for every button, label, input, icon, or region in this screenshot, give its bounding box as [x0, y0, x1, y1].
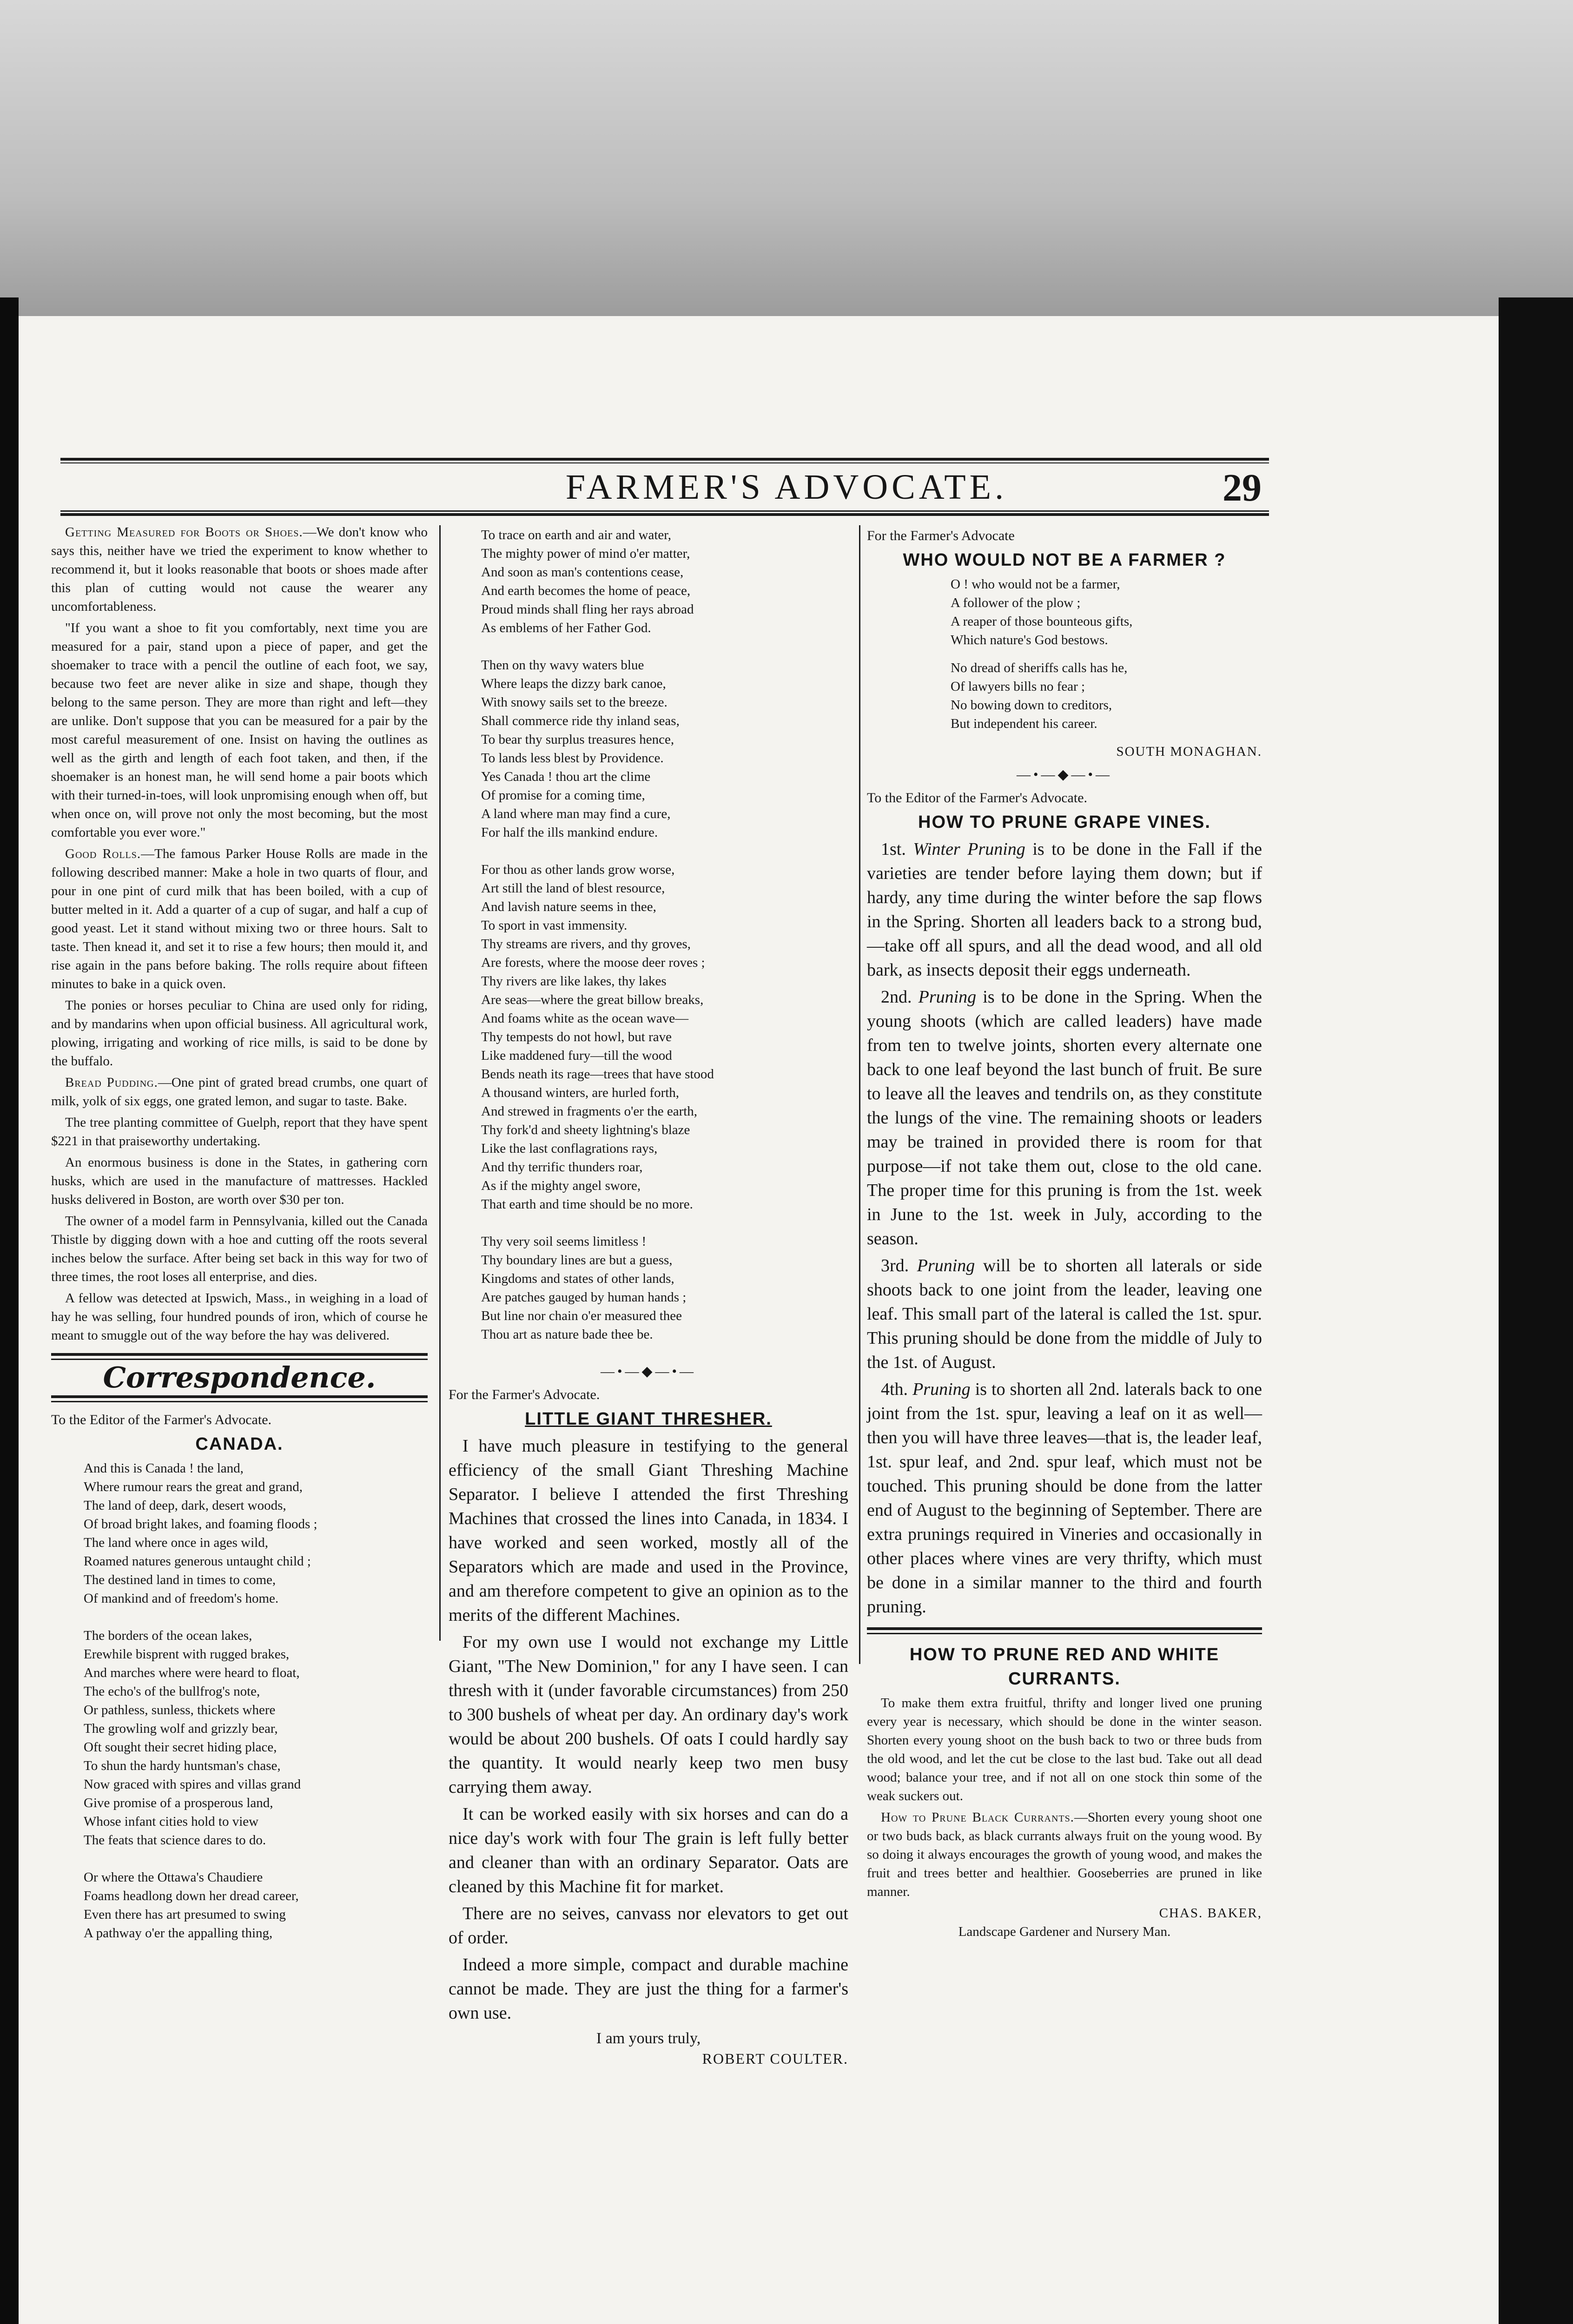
thresher-paragraph: Indeed a more simple, compact and durable machine cannot be made. They are just the thing for a farmer's own use.	[449, 1955, 848, 2023]
poem-line: Even there has art presumed to swing	[84, 1907, 286, 1922]
poem-line: No dread of sheriffs calls has he,	[951, 660, 1128, 675]
canada-stanza	[84, 1459, 428, 1608]
poem-line: The land where once in ages wild,	[84, 1535, 268, 1550]
step-text: is to be done in the Fall if the varieties are tender before laying them down; but if hardy, any time during the winter before the sap flows in the Spring. Shorten all leaders back to a strong bud,—take off all spurs, and all the dead wood, and all old bark, as insects deposit their eggs underneath.	[867, 839, 1262, 980]
poem-line: Of broad bright lakes, and foaming floods ;	[84, 1517, 317, 1532]
column-right	[867, 523, 1262, 1941]
poem-line: A land where man may find a cure,	[481, 806, 671, 821]
news-paragraph	[51, 523, 428, 616]
section-divider	[867, 1627, 1262, 1634]
grape-title: HOW TO PRUNE GRAPE VINES.	[918, 812, 1211, 832]
masthead-rule-top-thin	[60, 462, 1269, 463]
step-text: is to shorten all 2nd. laterals back to one joint from the 1st. spur, leaving a leaf on it as well—then you will have three leaves—that is, the leader leaf, 1st. spur leaf, and 2nd. spur leaf, which must not be touched. This pruning should be done from the latter end of August to the beginning of September. There are extra prunings required in Vineries and occasionally in other places where vines are very thrifty, which must be done in a similar manner to the third and fourth pruning.	[867, 1380, 1262, 1617]
poem-line: Thy boundary lines are but a guess,	[481, 1253, 673, 1268]
poem-line: The land of deep, dark, desert woods,	[84, 1498, 286, 1513]
poem-line: But independent his career.	[951, 716, 1097, 731]
poem-line: Of lawyers bills no fear ;	[951, 679, 1085, 694]
poem-line: Yes Canada ! thou art the clime	[481, 769, 651, 784]
poem-line: Then on thy wavy waters blue	[481, 658, 644, 673]
paragraph-text: The tree planting committee of Guelph, report that they have spent $221 in that praiseworthy undertaking.	[51, 1115, 428, 1149]
thresher-paragraph: For my own use I would not exchange my Little Giant, "The New Dominion," for any I have seen. I can thresh with it (under favorable circumstances) from 250 to 300 bushels of wheat per day. An ordinary day's work would be about 200 bushels. Of oats I could hardly say the quantity. It would nearly keep two men busy carrying them away.	[449, 1632, 848, 1797]
step-number: 2nd.	[881, 987, 919, 1007]
poem-line: To trace on earth and air and water,	[481, 528, 672, 542]
signature-name: CHAS. BAKER,	[1159, 1906, 1262, 1921]
correspondence-heading: Correspondence.	[103, 1360, 376, 1394]
poem-line: Art still the land of blest resource,	[481, 881, 665, 896]
grape-paragraph	[867, 985, 1262, 1251]
paragraph-text: A fellow was detected at Ipswich, Mass., in weighing in a load of hay he was selling, four hundred pounds of iron, which of course he meant to smuggle out of the way before the hay was delivered.	[51, 1291, 428, 1343]
canada-title: CANADA.	[195, 1434, 284, 1454]
poem-line: A follower of the plow ;	[951, 595, 1081, 610]
step-emphasis: Pruning	[912, 1380, 971, 1399]
thresher-paragraph: There are no seives, canvass nor elevators to get out of order.	[449, 1904, 848, 1948]
poem-line: Foams headlong down her dread career,	[84, 1888, 299, 1903]
currant-title: HOW TO PRUNE RED AND WHITE CURRANTS.	[909, 1645, 1220, 1689]
canada-cont-poem	[481, 526, 848, 1344]
poem-line: Now graced with spires and villas grand	[84, 1777, 301, 1792]
farmer-stanza	[951, 575, 1262, 649]
poem-line: Or where the Ottawa's Chaudiere	[84, 1870, 263, 1885]
farmer-stanza	[951, 659, 1262, 733]
poem-line: No bowing down to creditors,	[951, 698, 1112, 713]
masthead-rule-bottom-thin	[60, 510, 1269, 512]
poem-line: Or pathless, sunless, thickets where	[84, 1703, 276, 1717]
news-paragraph	[51, 619, 428, 842]
farmer-poem	[951, 575, 1262, 733]
step-emphasis: Pruning	[918, 987, 977, 1007]
poem-line: The mighty power of mind o'er matter,	[481, 546, 690, 561]
news-paragraph	[51, 845, 428, 993]
signature-title: Landscape Gardener and Nursery Man.	[958, 1924, 1171, 1939]
farmer-signature: SOUTH MONAGHAN.	[1116, 744, 1262, 759]
paragraph-text: —The famous Parker House Rolls are made in the following described manner: Make a hole in two quarts of flour, and pour in one pint of curd milk that has been boiled, with a cup of butter melted in it. Add a quarter of a cup of sugar, and half a cup of good yeast. Let it stand without mixing two or three hours. Salt to taste. Then knead it, and set it to rise a few hours; then mould it, and rise again in the pans before baking. The rolls require about fifteen minutes to bake in a quick oven.	[51, 846, 428, 991]
canada-stanza	[84, 1626, 428, 1849]
poem-line: Where leaps the dizzy bark canoe,	[481, 676, 666, 691]
poem-line: And lavish nature seems in thee,	[481, 899, 656, 914]
thresher-title: LITTLE GIANT THRESHER.	[525, 1409, 772, 1429]
paragraph-lead: How to Prune Black Currants.	[881, 1810, 1075, 1825]
canada-poem	[84, 1459, 428, 1942]
poem-line: Shall commerce ride thy inland seas,	[481, 713, 680, 728]
poem-line: The growling wolf and grizzly bear,	[84, 1721, 278, 1736]
paragraph-text: —One pint of grated bread crumbs, one quart of milk, yolk of six eggs, one grated lemon, and sugar to taste. Bake.	[51, 1075, 428, 1109]
poem-line: Give promise of a prosperous land,	[84, 1796, 273, 1810]
step-number: 4th.	[881, 1380, 913, 1399]
poem-line: And earth becomes the home of peace,	[481, 583, 691, 598]
paragraph-text: "If you want a shoe to fit you comfortably, next time you are measured for a pair, stand upon a piece of paper, and get the shoemaker to trace with a pencil the outline of each foot, we say, because two feet are never alike in size and shape, though they belong to the same person. They are more than right and left—they are unlike. Don't suppose that you can be measured for a pair by the most careful measurement of one. Insist on having the outlines as well as the girth and length of each foot taken, and then, if the shoemaker is an honest man, he will send home a pair boots which with their turned-in-toes, will look unpromising enough when off, but when once on, will prove not only the most becoming, but the most comfortable you ever wore."	[51, 621, 428, 840]
canada-cont-stanza	[481, 526, 848, 637]
thresher-intro: For the Farmer's Advocate.	[449, 1387, 600, 1402]
step-text: is to be done in the Spring. When the young shoots (which are called leaders) have made from ten to twelve joints, shorten every alternate one back to one leaf beyond the last bunch of fruit. Be sure to leave all the leaves and tendrils on, as they constitute the lungs of the vine. The remaining shoots or leaders may be trained in provided there is room for that purpose—if not take them out, close to the old cane. The proper time for this pruning is from the 1st. week in June to the 1st. week in July, according to the season.	[867, 987, 1262, 1248]
poem-line: A pathway o'er the appalling thing,	[84, 1926, 273, 1941]
poem-line: But line nor chain o'er measured thee	[481, 1308, 682, 1323]
page-number: 29	[1223, 466, 1262, 509]
black-currant-paragraph	[867, 1808, 1262, 1901]
paragraph-text: The ponies or horses peculiar to China are used only for riding, and by mandarins when upon official business. All agricultural work, plowing, irrigating and working of rice mills, is said to be done by the buffalo.	[51, 998, 428, 1069]
poem-line: Like the last conflagrations rays,	[481, 1141, 658, 1156]
poem-line: For half the ills mankind endure.	[481, 825, 658, 840]
paragraph-text: The owner of a model farm in Pennsylvania, killed out the Canada Thistle by digging down with a hoe and cutting off the roots several inches below the surface. After being set back in this way for two of three times, the root loses all enterprise, and dies.	[51, 1214, 428, 1284]
scan-backdrop-right	[1499, 297, 1573, 2324]
poem-line: Are seas—where the great billow breaks,	[481, 992, 704, 1007]
poem-line: To sport in vast immensity.	[481, 918, 628, 933]
poem-line: As emblems of her Father God.	[481, 621, 651, 635]
poem-line: A thousand winters, are hurled forth,	[481, 1085, 680, 1100]
poem-line: The borders of the ocean lakes,	[84, 1628, 252, 1643]
poem-line: The echo's of the bullfrog's note,	[84, 1684, 260, 1699]
paragraph-text: —We don't know who says this, neither have we tried the experiment to know whether to recommend it, but it looks reasonable that boots or shoes made after this plan of cutting would not cause the wearer any uncomfortableness.	[51, 525, 428, 614]
poem-line: Bends neath its rage—trees that have stood	[481, 1067, 714, 1082]
poem-line: A reaper of those bounteous gifts,	[951, 614, 1133, 629]
poem-line: For thou as other lands grow worse,	[481, 862, 675, 877]
poem-line: Whose infant cities hold to view	[84, 1814, 259, 1829]
poem-line: Thy tempests do not howl, but rave	[481, 1030, 672, 1044]
masthead-rule-bottom	[60, 513, 1269, 516]
section-divider	[51, 1395, 428, 1402]
paragraph-text: —Shorten every young shoot one or two buds back, as black currants always fruit on the young wood. By so doing it always encourages the growth of young wood, and makes the fruit and trees better and healthier. Gooseberries are pruned in like manner.	[867, 1810, 1262, 1899]
poem-line: Kingdoms and states of other lands,	[481, 1271, 674, 1286]
ornament-separator: —•—◆—•—	[1016, 767, 1113, 782]
poem-line: To lands less blest by Providence.	[481, 751, 664, 766]
poem-line: And foams white as the ocean wave—	[481, 1011, 689, 1026]
poem-line: The feats that science dares to do.	[84, 1833, 266, 1848]
thresher-paragraph: It can be worked easily with six horses and can do a nice day's work with four The grain is left fully better and cleaner than with an ordinary Separator. Oats are cleaned by this Machine fit for market.	[449, 1804, 848, 1896]
canada-stanza	[84, 1868, 428, 1942]
step-emphasis: Winter Pruning	[913, 839, 1025, 859]
grape-intro: To the Editor of the Farmer's Advocate.	[867, 790, 1088, 805]
poem-line: The destined land in times to come,	[84, 1572, 276, 1587]
poem-line: Roamed natures generous untaught child ;	[84, 1554, 311, 1569]
poem-line: Which nature's God bestows.	[951, 633, 1108, 647]
poem-line: Oft sought their secret hiding place,	[84, 1740, 277, 1755]
poem-line: Thy very soil seems limitless !	[481, 1234, 647, 1249]
news-paragraph	[51, 1212, 428, 1286]
paragraph-lead: Good Rolls.	[65, 846, 141, 861]
poem-line: To bear thy surplus treasures hence,	[481, 732, 674, 747]
poem-line: And this is Canada ! the land,	[84, 1461, 244, 1476]
poem-line: With snowy sails set to the breeze.	[481, 695, 668, 710]
news-paragraph	[51, 1153, 428, 1209]
currant-paragraph: To make them extra fruitful, thrifty and longer lived one pruning every year is necessary, which should be done in the winter season. Shorten every young shoot on the bush back to two or three buds from the old wood, and let the cut be close to the last bud. Take out all dead wood; balance your tree, and if not all on one stock thin some of the weak suckers out.	[867, 1696, 1262, 1803]
canada-cont-stanza	[481, 1232, 848, 1344]
grape-paragraph	[867, 1254, 1262, 1374]
poem-line: Like maddened fury—till the wood	[481, 1048, 672, 1063]
paragraph-lead: Bread Pudding.	[65, 1075, 158, 1090]
poem-line: That earth and time should be no more.	[481, 1197, 693, 1212]
poem-line: Are forests, where the moose deer roves ;	[481, 955, 705, 970]
news-paragraph	[51, 1113, 428, 1150]
masthead-rule-top	[60, 458, 1269, 461]
step-text: will be to shorten all laterals or side shoots back to one joint from the leader, leaving one leaf. This small part of the lateral is called the 1st. spur. This pruning should be done from the middle of July to the 1st. of August.	[867, 1256, 1262, 1372]
thresher-paragraph: I have much pleasure in testifying to the general efficiency of the small Giant Threshing Machine Separator. I believe I attended the first Threshing Machines that crossed the lines into Canada, in 1834. I have worked and seen worked, mostly all of the Separators which are made and used in the Province, and am therefore competent to give an opinion as to the merits of the different Machines.	[449, 1436, 848, 1625]
column-middle	[449, 523, 848, 2068]
step-number: 3rd.	[881, 1256, 917, 1275]
poem-line: Erewhile bisprent with rugged brakes,	[84, 1647, 290, 1662]
masthead-title: FARMER'S ADVOCATE.	[565, 468, 1008, 507]
column-divider-right	[859, 525, 860, 1664]
ornament-separator: —•—◆—•—	[600, 1364, 697, 1379]
canada-cont-stanza	[481, 656, 848, 842]
news-paragraph	[51, 1289, 428, 1345]
paragraph-text: An enormous business is done in the States, in gathering corn husks, which are used in the manufacture of mattresses. Hackled husks delivered in Boston, are worth over $30 per ton.	[51, 1155, 428, 1207]
poem-line: Thy streams are rivers, and thy groves,	[481, 937, 691, 951]
canada-intro: To the Editor of the Farmer's Advocate.	[51, 1412, 272, 1427]
poem-line: Proud minds shall fling her rays abroad	[481, 602, 694, 617]
grape-paragraph	[867, 1377, 1262, 1619]
poem-line: And thy terrific thunders roar,	[481, 1160, 643, 1175]
poem-line: As if the mighty angel swore,	[481, 1178, 641, 1193]
news-paragraph	[51, 996, 428, 1070]
section-divider	[51, 1353, 428, 1360]
step-number: 1st.	[881, 839, 913, 859]
poem-line: Of promise for a coming time,	[481, 788, 645, 803]
poem-line: Of mankind and of freedom's home.	[84, 1591, 279, 1606]
poem-line: Thou art as nature bade thee be.	[481, 1327, 653, 1342]
poem-line: Thy fork'd and sheety lightning's blaze	[481, 1122, 690, 1137]
poem-line: And strewed in fragments o'er the earth,	[481, 1104, 698, 1119]
poem-line: And soon as man's contentions cease,	[481, 565, 684, 580]
poem-line: Thy rivers are like lakes, thy lakes	[481, 974, 667, 989]
farmer-intro: For the Farmer's Advocate	[867, 528, 1015, 543]
canada-cont-stanza	[481, 860, 848, 1214]
farmer-title: WHO WOULD NOT BE A FARMER ?	[903, 550, 1226, 570]
poem-line: Where rumour rears the great and grand,	[84, 1479, 303, 1494]
scan-backdrop-left	[0, 297, 19, 2324]
poem-line: Are patches gauged by human hands ;	[481, 1290, 687, 1305]
paragraph-lead: Getting Measured for Boots or Shoes.	[65, 525, 303, 540]
thresher-closing: I am yours truly,	[596, 2030, 701, 2047]
news-paragraph	[51, 1073, 428, 1110]
column-divider-left	[439, 525, 441, 1641]
scan-backdrop-top	[0, 0, 1573, 325]
column-left	[51, 523, 428, 1961]
poem-line: And marches where were heard to float,	[84, 1665, 300, 1680]
poem-line: To shun the hardy huntsman's chase,	[84, 1758, 281, 1773]
thresher-signature: ROBERT COULTER.	[702, 2050, 848, 2067]
step-emphasis: Pruning	[917, 1256, 975, 1275]
poem-line: O ! who would not be a farmer,	[951, 577, 1120, 592]
grape-paragraph	[867, 837, 1262, 982]
